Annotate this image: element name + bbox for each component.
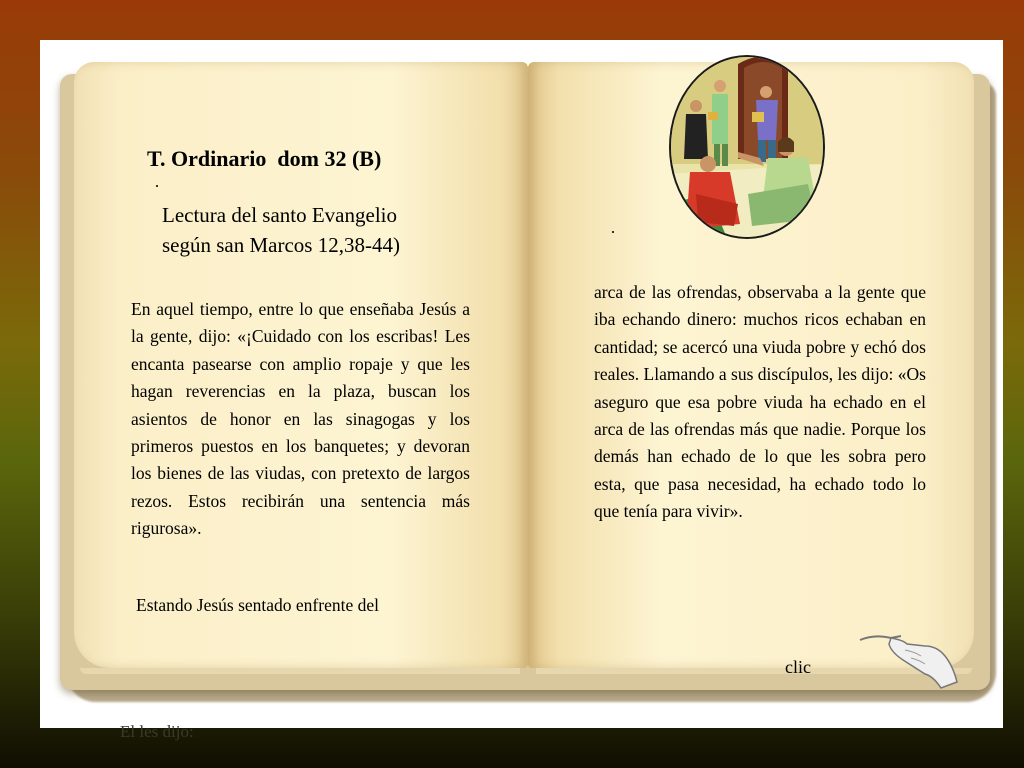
right-page-text: arca de las ofrendas, observaba a la gente que iba echando dinero: muchos ricos echaban en cantidad; se acercó una viuda pobre y echó dos reales. Llamando a sus discípulos, les dijo: «Os aseguro que esa pobre viuda ha echado en el arca de las ofrendas más que nadie. Porque los demás han echado de lo que les sobra pero esta, que pasa necesidad, ha echado todo lo que tenía para vivir». — [594, 282, 926, 522]
jesus-widow-offering-illustration — [668, 54, 826, 240]
left-page-text: En aquel tiempo, entre lo que enseñaba Jesús a la gente, dijo: «¡Cuidado con los escribas! Les encanta pasearse con amplio ropaje y que les hagan reverencias en la plaza, buscan los asientos de honor en las sinagogas y los primeros puestos en los banquetes; y devoran los bienes de las viudas, con pretexto de largos rezos. Estos recibirán una sentencia más rigurosa». — [131, 299, 470, 539]
subtitle — [162, 200, 482, 260]
subtitle-line-2: según san Marcos 12,38-44) — [162, 233, 400, 257]
page-title: T. Ordinario dom 32 (B) — [147, 146, 382, 171]
stray-dot — [612, 231, 614, 233]
left-page-edge — [80, 668, 520, 674]
pointing-hand-icon[interactable] — [855, 630, 965, 690]
clic-label[interactable]: clic — [785, 657, 811, 677]
left-page-continuation: Estando Jesús sentado enfrente del — [136, 595, 379, 615]
stray-dot — [156, 185, 158, 187]
ghost-text: El les dijo: — [120, 722, 194, 741]
subtitle-line-1: Lectura del santo Evangelio — [162, 203, 397, 227]
